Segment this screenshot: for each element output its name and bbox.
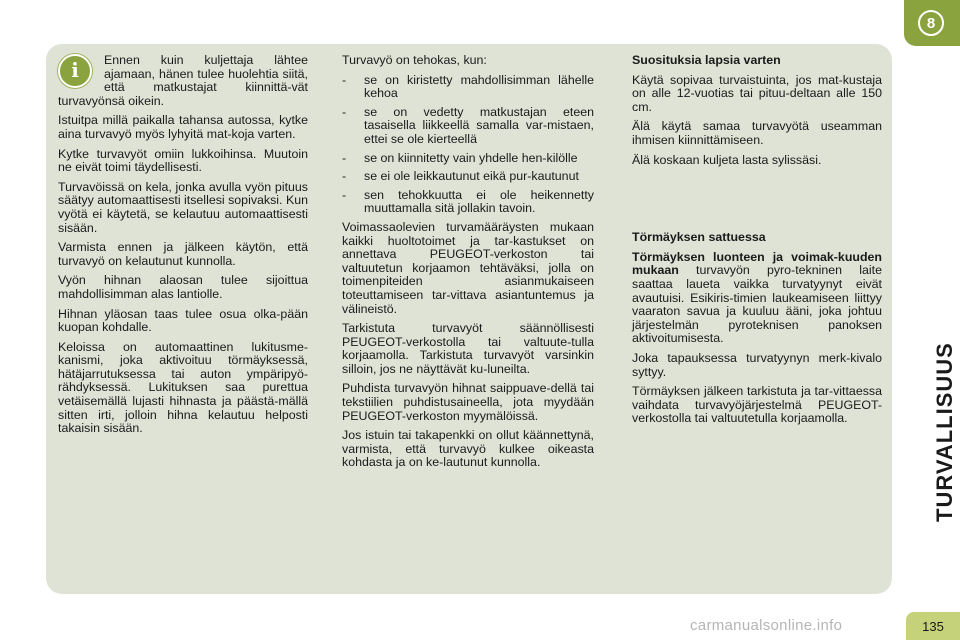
column-3 [632,54,882,432]
column-1 [58,54,308,442]
side-strip [904,0,960,640]
list-item-text: se on kiinnitetty vain yhdelle hen-kilölle [364,150,578,165]
paragraph: Keloissa on automaattinen lukitusme-kanismi, joka aktivoituu törmäyksessä, hätäjarrutuksessa tai auton ympäripyö-rähdyksessä. Lukituksen saa purettua vetäisemällä lujasti hihnasta ja päästä-mällä sitten irti, jolloin hihna kelautuu helposti takaisin sisään. [58,339,308,436]
paragraph: Älä käytä samaa turvavyötä useamman ihmisen kiinnittämiseen. [632,119,882,147]
paragraph: Käytä sopivaa turvaistuinta, jos mat-kustaja on alle 12-vuotias tai pituu-deltaan alle 150 cm. [632,72,882,114]
paragraph: Kytke turvavyöt omiin lukkoihinsa. Muutoin ne eivät toimi täydellisesti. [58,146,308,175]
list-item [342,74,594,101]
watermark: carmanualsonline.info [690,617,843,634]
chapter-number-badge: 8 [918,10,944,36]
list-item-text: sen tehokkuutta ei ole heikennetty muuttamalla sitä jollakin tavoin. [364,187,594,216]
page-number: 135 [906,612,960,640]
heading-child-recommendations: Suosituksia lapsia varten [632,53,781,67]
list-item-text: se on kiristetty mahdollisimman lähelle kehoa [364,72,594,101]
list-item-text: se ei ole leikkautunut eikä pur-kautunut [364,169,579,184]
dash-marker: - [342,150,347,165]
paragraph: Joka tapauksessa turvatyynyn merk-kivalo syttyy. [632,350,882,379]
list-item [342,106,594,147]
paragraph: Varmista ennen ja jälkeen käytön, että turvavyö on kelautunut kunnolla. [58,240,308,268]
dash-marker: - [342,187,347,202]
section-side-title: TURVALLISUUS [932,342,957,522]
dash-marker: - [342,104,347,119]
paragraph: Vyön hihnan alaosan tulee sijoittua mahdollisimman alas lantiolle. [58,273,308,301]
paragraph: Puhdista turvavyön hihnat saippuave-dellä tai tekstiilien puhdistusaineella, jota myydään PEUGEOT-verkoston myymälöissä. [342,381,594,423]
column-2 [342,54,594,476]
paragraph: Älä koskaan kuljeta lasta sylissäsi. [632,152,822,167]
list-item-text: se on vedetty matkustajan eteen tasaisella liikkeellä samalla var-mistaen, ettei se ole kierteellä [364,104,594,146]
paragraph: Hihnan yläosan taas tulee osua olka-pään kuopan kohdalle. [58,306,308,335]
paragraph: Turvavöissä on kela, jonka avulla vyön pituus säätyy automaattisesti itsellesi sopivaksi. Kun vyötä ei käytetä, se kelautuu automaattisesti sisään. [58,179,308,235]
list-item [342,152,594,166]
info-icon: i [58,54,92,88]
paragraph [632,251,882,346]
intro-paragraph: Ennen kuin kuljettaja lähtee ajamaan, hänen tulee huolehtia siitä, että matkustajat kiinnittä-vät turvavyönsä oikein. [58,53,308,108]
list-item [342,170,594,184]
paragraph: Törmäyksen jälkeen tarkistuta ja tar-vittaessa vaihdata turvavyöjärjestelmä PEUGEOT-verkostolla tai valtuutetulla korjaamolla. [632,384,882,426]
dash-marker: - [342,72,347,87]
paragraph: Jos istuin tai takapenkki on ollut käännettynä, varmista, että turvavyö kulkee oikeasta kohdasta ja on ke-lautunut kunnolla. [342,428,594,470]
dash-marker: - [342,169,347,184]
heading-in-collision: Törmäyksen sattuessa [632,230,766,245]
paragraph: Voimassaolevien turvamääräysten mukaan kaikki huoltotoimet ja tar-kastukset on annettava PEUGEOT-verkoston tai valtuutetun korjaamon tehtäväksi, jolla on toimenpiteiden asianmukaiseen toteuttamiseen tar-vittava asiantuntemus ja välineistö. [342,219,594,316]
list-item [342,189,594,216]
bold-lead-rest: turvavyön pyro-tekninen laite saattaa laueta vaikka turvatyynyt eivät avautuisi. Esikiris-timien laukeamiseen liittyy vaaraton savua ja kuuluu ääni, joka johtuu järjestelmän pyroteknisen panoksen aktivoitumisesta. [632,263,882,346]
bold-lead: Törmäyksen luonteen ja voimak-kuuden mukaan [632,249,882,278]
lead-text: Turvavyö on tehokas, kun: [342,53,487,67]
paragraph: Istuitpa millä paikalla tahansa autossa, kytke aina turvavyö myös lyhyitä mat-koja varten. [58,113,308,141]
paragraph: Tarkistuta turvavyöt säännöllisesti PEUGEOT-verkostolla tai valtuute-tulla korjaamolla. Tarkistuta turvavyöt varsinkin silloin, jos ne näyttävät ku-luneilta. [342,321,594,376]
